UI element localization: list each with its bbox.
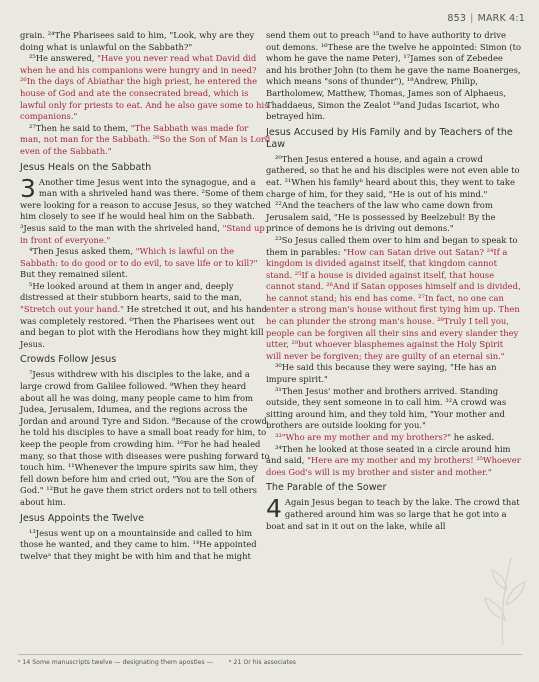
verse-paragraph <box>266 444 521 479</box>
verse-text: ⁷Jesus withdrew with his disciples to the lake, and a large crowd from Galilee followed. ⁸When they heard about all he was doing, many people came to him from Judea, Jerusalem, Idumea, and the regions across the Jordan and around Tyre and Sidon. ⁹Because of the crowd he told his disciples to have a small boat ready for him, to keep the people from crowding him. ¹⁰For he had healed many, so that those with diseases were pushing forward to touch him. ¹¹Whenever the impure spirits saw him, they fell down before him and cried out, "You are the Son of God." ¹²But he gave them strict orders not to tell others about him. <box>20 369 270 507</box>
footnote-b: ᵇ 21 Or his associates <box>228 659 296 666</box>
verse-text: ¹³Jesus went up on a mountainside and called to him those he wanted, and they came to him. ¹⁴He appointed twelveᵃ that they might be with him and that he might <box>20 527 257 561</box>
footnotes <box>18 654 522 666</box>
verse-text: ²⁰Then Jesus entered a house, and again a crowd gathered, so that he and his disciples were not even able to eat. ²¹When his familyᵇ heard about this, they went to take charge of him, for they said, "He is out of his mind." <box>266 153 520 199</box>
verse-paragraph <box>266 362 521 385</box>
section-heading: Jesus Heals on the Sabbath <box>20 161 152 173</box>
verse-text: But they remained silent. <box>20 269 128 280</box>
verse-paragraph <box>20 281 271 351</box>
section-heading: Jesus Accused by His Family and by Teachers of the Law <box>266 126 513 150</box>
words-of-jesus: "Here are my mother and my brothers! ³⁵Whoever does God's will is my brother and sister and mother." <box>266 455 521 477</box>
verse-paragraph <box>266 386 521 432</box>
verse-paragraph <box>266 200 521 235</box>
words-of-jesus: "Have you never read what David did when he and his companions were hungry and in need? ²⁶In the days of Abiathar the high priest, he entered the house of God and ate the consecrated bread, which is lawful only for priests to eat. And he also gave some to his companions." <box>20 53 269 122</box>
chapter-number: 3 <box>20 173 36 203</box>
header-divider: | <box>470 13 474 24</box>
verse-paragraph <box>20 173 271 247</box>
verse-text: he asked. <box>451 432 495 442</box>
verse-paragraph <box>20 123 271 158</box>
running-header <box>447 13 525 24</box>
verse-text: ²³So Jesus called them over to him and began to speak to them in parables: <box>266 234 518 257</box>
footnote-a: ᵃ 14 Some manuscripts twelve — designating them apostles — <box>18 659 213 666</box>
verse-text: ²²And the teachers of the law who came down from Jerusalem said, "He is possessed by Beelzebul! By the prince of demons he is driving out demons." <box>266 200 496 234</box>
verse-paragraph <box>20 369 271 508</box>
verse-text: ³⁰He said this because they were saying, "He has an impure spirit." <box>266 362 497 385</box>
verse-paragraph <box>266 154 521 200</box>
words-of-jesus: ³³"Who are my mother and my brothers?" <box>275 432 452 442</box>
verse-text: ⁵He looked around at them in anger and, deeply distressed at their stubborn hearts, said to the man, <box>20 280 242 303</box>
right-column <box>266 30 521 532</box>
verse-paragraph <box>266 432 521 444</box>
words-of-jesus: "Stretch out your hand." <box>20 304 124 315</box>
words-of-jesus: "The Sabbath was made for man, not man for the Sabbath. ²⁸So the Son of Man is Lord even of the Sabbath." <box>20 122 271 156</box>
verse-text: ³¹Then Jesus' mother and brothers arrived. Standing outside, they sent someone in to call him. ³²A crowd was sitting around him, and they told him, "Your mother and brothers are outside looking for you." <box>266 385 507 431</box>
verse-text: grain. <box>20 30 48 40</box>
verse-paragraph <box>20 528 271 563</box>
verse-text: Another time Jesus went into the synagogue, and a man with a shriveled hand was there. ²Some of them were looking for a reason to accuse Jesus, so they watched him closely to see if he would heal him on the Sabbath. ³Jesus said to the man with the shriveled hand, <box>20 176 271 233</box>
decorative-leaf-icon <box>473 550 533 650</box>
section-heading: The Parable of the Sower <box>266 482 387 494</box>
verse-text: ⁴Then Jesus asked them, <box>29 246 136 257</box>
verse-text: send them out to preach ¹⁵and to have authority to drive out demons. ¹⁶These are the twelve he appointed: Simon (to whom he gave the name Peter), ¹⁷James son of Zebedee and his brother John (to them he gave the name Boanerges, which means "sons of thunder"), ¹⁸Andrew, Philip, Bartholomew, Matthew, Thomas, James son of Alphaeus, Thaddaeus, Simon the Zealot ¹⁹and Judas Iscariot, who betrayed him. <box>266 30 521 122</box>
page-number: 853 <box>447 13 467 24</box>
chapter-number: 4 <box>266 494 282 524</box>
words-of-jesus: "Which is lawful on the Sabbath: to do good or to do evil, to save life or to kill?" <box>20 246 258 268</box>
verse-text: He stretched it out, and his hand was completely restored. ⁶Then the Pharisees went out and began to plot with the Herodians how they might kill Jesus. <box>20 304 268 349</box>
words-of-jesus: "How can Satan drive out Satan? ²⁴If a kingdom is divided against itself, that kingdom cannot stand. ²⁵If a house is divided against itself, that house cannot stand. ²⁶And if Satan opposes himself and is divided, he cannot stand; his end has come. ²⁷In fact, no one can enter a strong man's house without first tying him up. Then he can plunder the strong man's house. ²⁸Truly I tell you, people can be forgiven all their sins and every slander they utter, ²⁹but whoever blasphemes against the Holy Spirit will never be forgiven; they are guilty of an eternal sin." <box>266 246 521 361</box>
words-of-jesus: "Stand up in front of everyone." <box>20 222 265 245</box>
section-heading: Jesus Appoints the Twelve <box>20 512 145 524</box>
section-heading: Crowds Follow Jesus <box>20 354 117 366</box>
verse-text: ³⁴Then he looked at those seated in a circle around him and said, <box>266 443 511 466</box>
verse-paragraph <box>266 494 521 532</box>
verse-paragraph <box>266 30 521 123</box>
verse-paragraph <box>20 30 271 53</box>
verse-paragraph <box>266 235 521 363</box>
verse-text: ²⁷Then he said to them, <box>29 122 131 133</box>
verse-paragraph <box>20 246 271 281</box>
left-column <box>20 30 271 562</box>
verse-text: ²⁴The Pharisees said to him, "Look, why are they doing what is unlawful on the Sabbath?" <box>20 30 255 52</box>
verse-paragraph <box>20 53 271 123</box>
book-reference: MARK 4:1 <box>477 13 525 24</box>
verse-text: Again Jesus began to teach by the lake. The crowd that gathered around him was so large that he got into a boat and sat in it out on the lake, while all <box>266 497 520 531</box>
verse-text: ²⁵He answered, <box>29 53 98 64</box>
